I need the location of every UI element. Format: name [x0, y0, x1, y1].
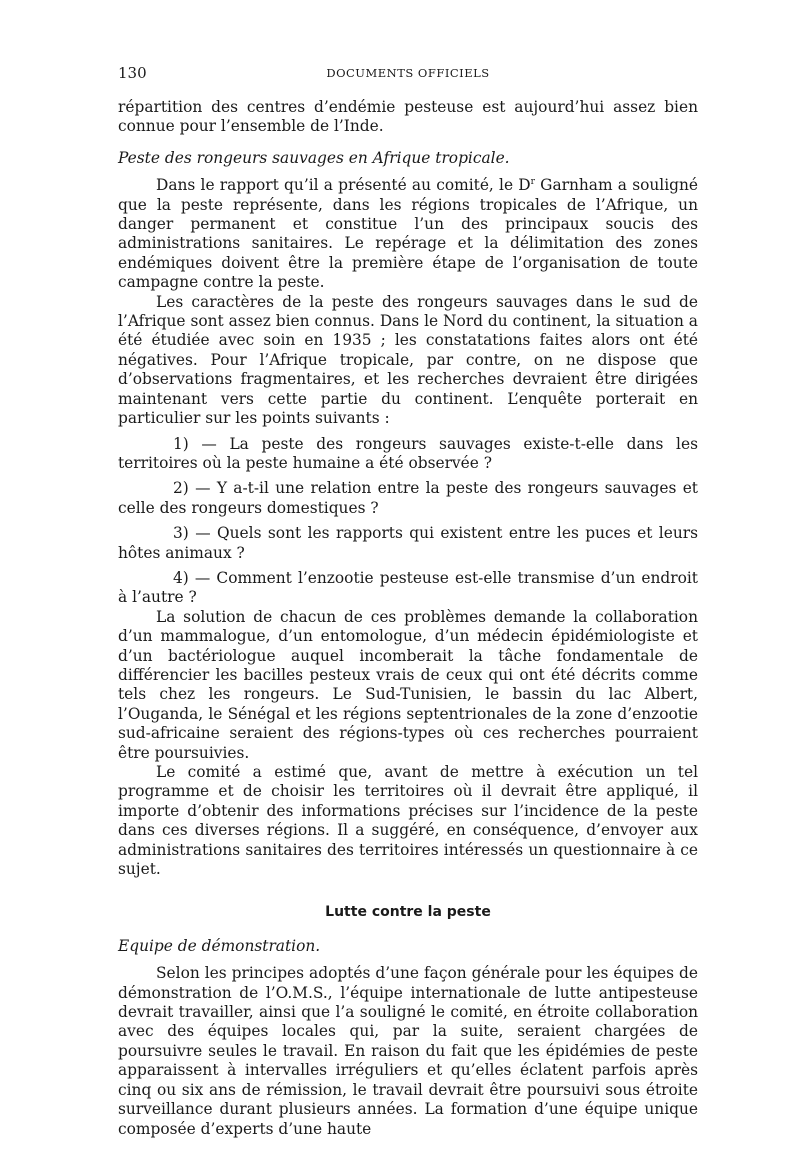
list-item: 3) — Quels sont les rapports qui existent entre les puces et leurs hôtes animaux ? — [118, 524, 698, 562]
paragraph-collaboration: La solution de chacun de ces problèmes demande la collaboration d’un mammalogue, d’un entomologue, d’un médecin épidémiologiste et d’un bactériologue auquel incomberait la tâche fondamentale de différencier les bacilles pesteux vrais de ceux qui ont été décrits comme tels chez les rongeurs. Le Sud-Tunisien, le bassin du lac Albert, l’Ouganda, le Sénégal et les régions septentrionales de la zone d’enzootie sud-africaine seraient des régions-types où ces recherches pourraient être poursuivies. — [118, 607, 698, 762]
list-item: 1) — La peste des rongeurs sauvages existe-t-elle dans les territoires où la peste humaine a été observée ? — [118, 434, 698, 472]
paragraph-garnham-report — [118, 176, 698, 292]
paragraph-rodent-characteristics: Les caractères de la peste des rongeurs sauvages dans le sud de l’Afrique sont assez bien connus. Dans le Nord du continent, la situation a été étudiée avec soin en 1935 ; les constatations faites alors ont été négatives. Pour l’Afrique tropicale, par contre, on ne dispose que d’observations fragmentaires, et les recherches devraient être dirigées maintenant vers cette partie du continent. L’enquête porterait en particulier sur les points suivants : — [118, 292, 698, 428]
body-text — [118, 98, 698, 1139]
page-number: 130 — [118, 64, 147, 82]
section-title: Lutte contre la peste — [325, 904, 491, 921]
paragraph-committee: Le comité a estimé que, avant de mettre à exécution un tel programme et de choisir les territoires où il devrait être appliqué, il importe d’obtenir des informations précises sur l’incidence de la peste dans ces diverses régions. Il a suggéré, en conséquence, d’envoyer aux administrations sanitaires des territoires intéressés un questionnaire à ce sujet. — [118, 763, 698, 879]
list-item: 2) — Y a-t-il une relation entre la peste des rongeurs sauvages et celle des rongeurs domestiques ? — [118, 479, 698, 517]
subheading-wild-rodent-plague: Peste des rongeurs sauvages en Afrique tropicale. — [118, 148, 510, 167]
running-title: DOCUMENTS OFFICIELS — [326, 66, 490, 80]
title-superscript: r — [530, 177, 535, 188]
list-item: 4) — Comment l’enzootie pesteuse est-elle transmise d’un endroit à l’autre ? — [118, 568, 698, 607]
subheading-demo-team: Equipe de démonstration. — [118, 936, 321, 955]
paragraph-text: Garnham a souligné que la peste représente, dans les régions tropicales de l’Afrique, un danger permanent et constitue l’un des principaux soucis des administrations sanitaires. Le repérage et la délimitation des zones endémiques doivent être la première étape de l’organisation de toute campagne contre la peste. — [118, 176, 698, 292]
paragraph-text: Dans le rapport qu’il a présenté au comité, le D — [156, 176, 531, 195]
paragraph-continuation: répartition des centres d’endémie pesteuse est aujourd’hui assez bien connue pour l’ensemble de l’Inde. — [118, 98, 698, 136]
paragraph-demo-team: Selon les principes adoptés d’une façon générale pour les équipes de démonstration de l’O.M.S., l’équipe internationale de lutte antipesteuse devrait travailler, ainsi que l’a souligné le comité, en étroite collaboration avec des équipes locales qui, par la suite, seraient chargées de poursuivre seules le travail. En raison du fait que les épidémies de peste apparaissent à intervalles irréguliers et qu’elles éclatent parfois après cinq ou six ans de rémission, le travail devrait être poursuivi sous étroite surveillance durant plusieurs années. La formation d’une équipe unique composée d’experts d’une haute — [118, 964, 698, 1138]
page-header — [118, 64, 698, 86]
